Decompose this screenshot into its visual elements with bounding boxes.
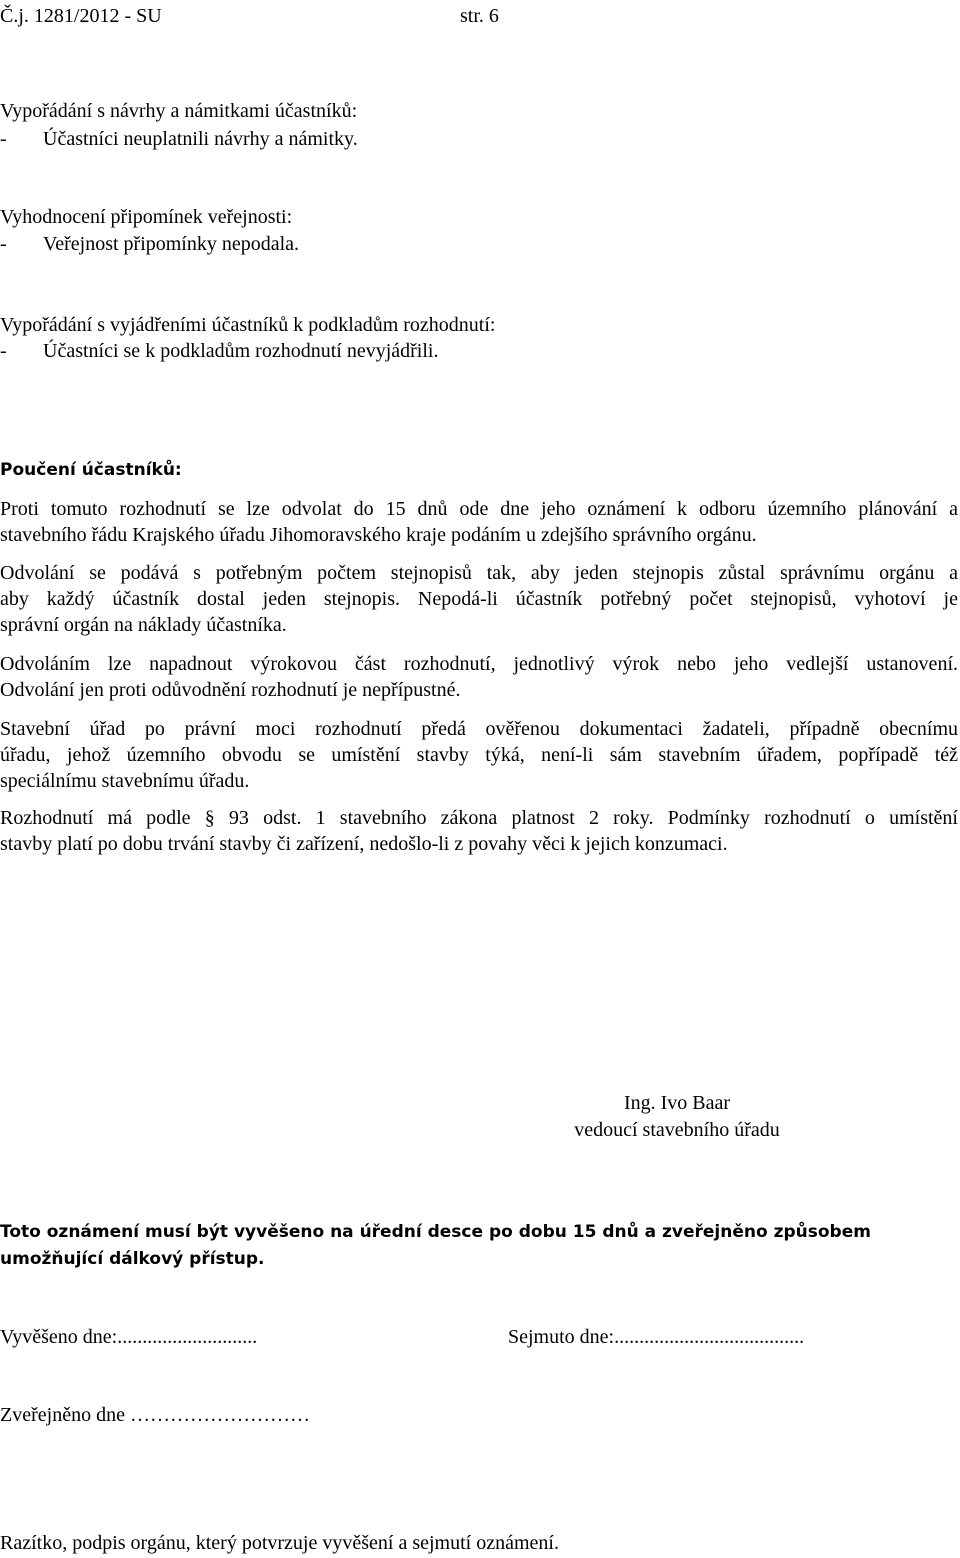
paragraph-line: úřadu, jehož územního obvodu se umístění stavby týká, není-li sám stavebním úřadem, popřípadě též [0,744,958,766]
statements-heading: Vypořádání s vyjádřeními účastníků k podkladům rozhodnutí: [0,314,496,336]
paragraph-line: Odvolání jen proti odůvodnění rozhodnutí je nepřípustné. [0,679,461,701]
instruction-heading: Poučení účastníků: [0,460,182,480]
public-heading: Vyhodnocení připomínek veřejnosti: [0,206,293,228]
paragraph-line: Proti tomuto rozhodnutí se lze odvolat do 15 dnů ode dne jeho oznámení k odboru územního plánování a [0,498,958,520]
signatory-title: vedoucí stavebního úřadu [574,1119,780,1141]
instruction-paragraph-documentation [0,716,958,794]
instruction-paragraph-scope [0,651,958,703]
posting-notice [0,1219,880,1273]
public-item-text: Veřejnost připomínky nepodala. [43,233,300,255]
instruction-paragraph-appeal [0,496,958,548]
instruction-paragraph-validity [0,805,958,857]
bullet-dash: - [0,128,7,150]
removed-date-field: Sejmuto dne:...................................... [508,1326,805,1348]
proposals-heading: Vypořádání s návrhy a námitkami účastníků: [0,100,358,122]
notice-line: umožňující dálkový přístup. [0,1249,265,1269]
page-number: str. 6 [460,5,499,27]
paragraph-line: Rozhodnutí má podle § 93 odst. 1 stavebního zákona platnost 2 roky. Podmínky rozhodnutí o umístění [0,807,958,829]
statements-item-text: Účastníci se k podkladům rozhodnutí nevyjádřili. [43,340,439,362]
bullet-dash: - [0,233,7,255]
paragraph-line: správní orgán na náklady účastníka. [0,614,287,636]
paragraph-line: stavby platí po dobu trvání stavby či zařízení, nedošlo-li z povahy věci k jejich konzumaci. [0,833,728,855]
statements-item [0,338,438,364]
proposals-item-text: Účastníci neuplatnili návrhy a námitky. [43,128,358,150]
signatory-name: Ing. Ivo Baar [623,1092,731,1114]
bullet-dash: - [0,340,7,362]
proposals-item [0,126,358,152]
paragraph-line: Odvoláním lze napadnout výrokovou část rozhodnutí, jednotlivý výrok nebo jeho vedlejší ustanovení. [0,653,958,675]
posted-date-field: Vyvěšeno dne:............................ [0,1326,258,1348]
stamp-caption: Razítko, podpis orgánu, který potvrzuje vyvěšení a sejmutí oznámení. [0,1532,559,1554]
paragraph-line: aby každý účastník dostal jeden stejnopis. Nepodá-li účastník potřebný počet stejnopisů, vyhotoví je [0,588,958,610]
public-item [0,231,299,257]
published-date-field: Zveřejněno dne ……………………… [0,1404,310,1426]
paragraph-line: Odvolání se podává s potřebným počtem stejnopisů tak, aby jeden stejnopis zůstal správnímu orgánu a [0,562,958,584]
instruction-paragraph-copies [0,560,958,638]
paragraph-line: speciálnímu stavebnímu úřadu. [0,770,250,792]
notice-line: Toto oznámení musí být vyvěšeno na úřední desce po dobu 15 dnů a zveřejněno způsobem [0,1222,871,1242]
paragraph-line: stavebního řádu Krajského úřadu Jihomoravského kraje podáním u zdejšího správního orgánu. [0,524,757,546]
paragraph-line: Stavební úřad po právní moci rozhodnutí předá ověřenou dokumentaci žadateli, případně obecnímu [0,718,958,740]
document-reference: Č.j. 1281/2012 - SU [0,5,162,27]
